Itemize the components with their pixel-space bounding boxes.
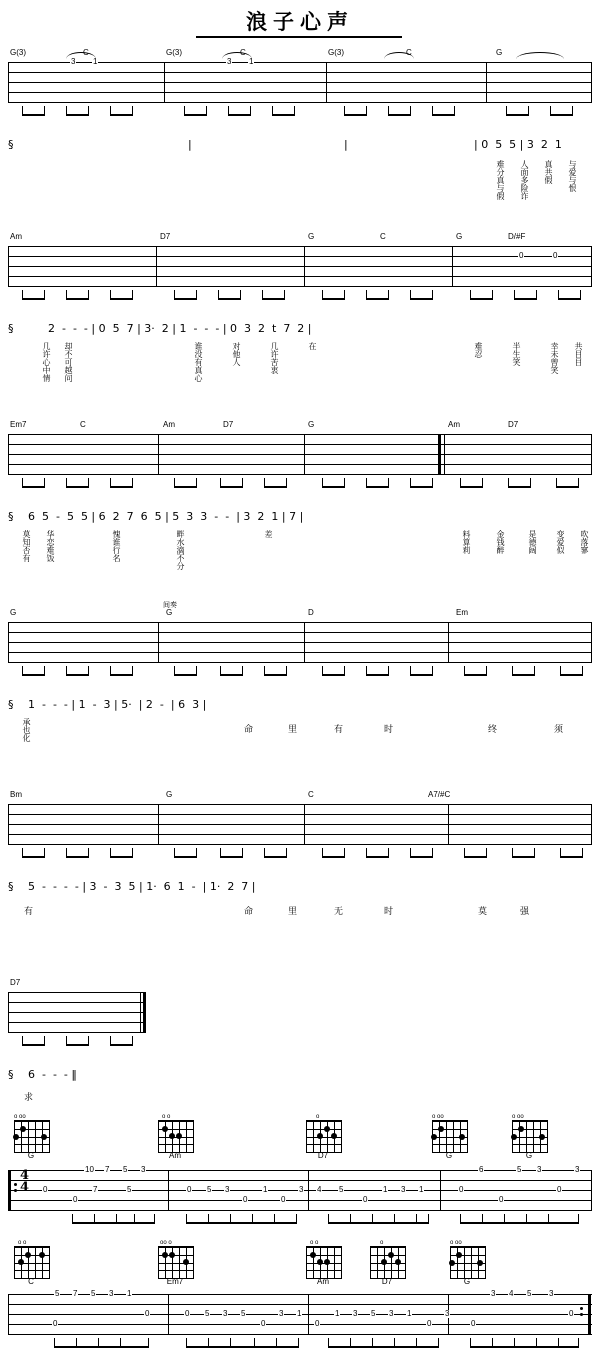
system-1 — [8, 48, 592, 94]
chord-label: G(3) — [328, 48, 344, 57]
chord-diagram-em7: oo o Em7 — [158, 1246, 194, 1279]
numeric-notation-3: § 6 5 - 5 5 | 6 2 7 6 5 | 5 3 3 - - | 3 2 1 | 7 | — [8, 510, 304, 523]
chord-label: A7/#C — [428, 790, 451, 799]
lyrics-1: 难分真与假 人面多险诈 真共假 与爱与恨 — [496, 160, 577, 200]
chord-label: G — [496, 48, 503, 57]
chord-label: C — [308, 790, 314, 799]
numeric-notation-1: § | | | 0 5 5 | 3 2 1 — [8, 138, 562, 151]
chord-label: D7 — [10, 978, 21, 987]
chord-label: C — [380, 232, 386, 241]
chord-label: D7 — [223, 420, 234, 429]
chord-label: Em — [456, 608, 468, 617]
numeric-notation-2: § 2 - - - | 0 5 7 | 3· 2 | 1 - - - | 0 3 2 t 7 2 | — [8, 322, 312, 335]
chord-label: Am — [163, 420, 175, 429]
chord-diagram-am: o o Am — [158, 1120, 194, 1153]
chord-diagram-g-4: o oo G — [450, 1246, 486, 1279]
lyrics-5: 有 命 里 无 时 莫 强 — [24, 907, 530, 917]
staff-5 — [8, 802, 592, 848]
lyrics-2: 几许心中情 却不可越问 谁没有真心 对他人 几许苦衷 在 难忍 半生笑 幸未曾笑 共目目 — [42, 342, 583, 382]
numeric-notation-6: § 6 - - - ‖ — [8, 1068, 77, 1081]
chord-label: G(3) — [10, 48, 26, 57]
chord-label: C — [80, 420, 86, 429]
chord-label: G — [456, 232, 463, 241]
chord-diagram-d7-2: o D7 — [370, 1246, 406, 1279]
tab-rhythm-2 — [8, 1338, 592, 1356]
rhythm-6 — [8, 1036, 144, 1054]
repeat-dots-end — [580, 1304, 583, 1319]
repeat-dots — [14, 1180, 17, 1195]
rhythm-2 — [8, 290, 592, 308]
chord-label: Am — [10, 232, 22, 241]
chord-label: D — [308, 608, 314, 617]
staff-4 — [8, 620, 592, 666]
system-4 — [8, 602, 592, 654]
numeric-notation-4: § 1 - - - | 1 - 3 | 5· | 2 - | 6 3 | — [8, 698, 207, 711]
system-5 — [8, 790, 592, 836]
chord-label: G — [166, 608, 173, 617]
rhythm-5 — [8, 848, 592, 866]
staff-1: 3 1 3 1 — [8, 60, 592, 106]
staff-3 — [8, 432, 592, 478]
staff-2: 0 0 — [8, 244, 592, 290]
rhythm-1 — [8, 106, 592, 124]
rhythm-4 — [8, 666, 592, 684]
chord-diagram-g-2: o oo G — [432, 1120, 468, 1153]
chord-label: G — [166, 790, 173, 799]
chord-label: G — [10, 608, 17, 617]
chord-label: Am — [448, 420, 460, 429]
annotation: 间奏 — [163, 602, 177, 609]
chord-label: C — [83, 48, 89, 57]
chord-label: C — [240, 48, 246, 57]
staff-6 — [8, 990, 144, 1036]
tab-system-2 — [8, 1289, 592, 1338]
rhythm-3 — [8, 478, 592, 496]
chord-diagram-d7: o D7 — [306, 1120, 342, 1153]
chord-label: Bm — [10, 790, 22, 799]
chord-diagram-g-3: o oo G — [512, 1120, 548, 1153]
page-title: 浪子心声 — [246, 10, 354, 34]
lyrics-4: 承也化 命 里 有 时 终 须 — [22, 718, 564, 742]
chord-label: D/#F — [508, 232, 526, 241]
chord-label: G — [308, 232, 315, 241]
tab-rhythm-1 — [8, 1214, 592, 1232]
system-6 — [8, 978, 144, 1024]
numeric-notation-5: § 5 - - - - | 3 - 3 5 | 1· 6 1 - | 1· 2 7 | — [8, 880, 256, 893]
chord-diagram-am-2: o o Am — [306, 1246, 342, 1279]
chord-label: D7 — [508, 420, 519, 429]
system-2 — [8, 232, 592, 278]
system-3 — [8, 420, 592, 466]
title-underline — [196, 36, 402, 38]
lyrics-3: 莫知否有 华恋难饭 愧谁行名 畔水滴不分 差 料算莉 金钱醉 是德阔 变爱似 吹落寥 — [22, 530, 589, 570]
chord-label: C — [406, 48, 412, 57]
chord-diagram-g: o oo G — [14, 1120, 50, 1153]
tab-staff-1: 4 4 0 0 10 7 7 5 5 3 0 5 3 0 1 0 3 4 5 0 1 3 1 0 6 0 5 3 0 3 — [8, 1168, 592, 1214]
chord-label: D7 — [160, 232, 171, 241]
chord-label: Em7 — [10, 420, 27, 429]
tab-staff-2: 0 5 7 5 3 1 0 0 5 3 5 0 3 1 0 1 3 5 3 1 0 3 0 3 4 5 3 0 — [8, 1292, 592, 1338]
lyrics-6: 求 — [24, 1093, 34, 1103]
chord-label: G — [308, 420, 315, 429]
tab-system-1 — [8, 1165, 592, 1214]
chord-label: G(3) — [166, 48, 182, 57]
time-signature: 4 4 — [20, 1168, 30, 1195]
chord-diagram-c: o o C — [14, 1246, 50, 1279]
